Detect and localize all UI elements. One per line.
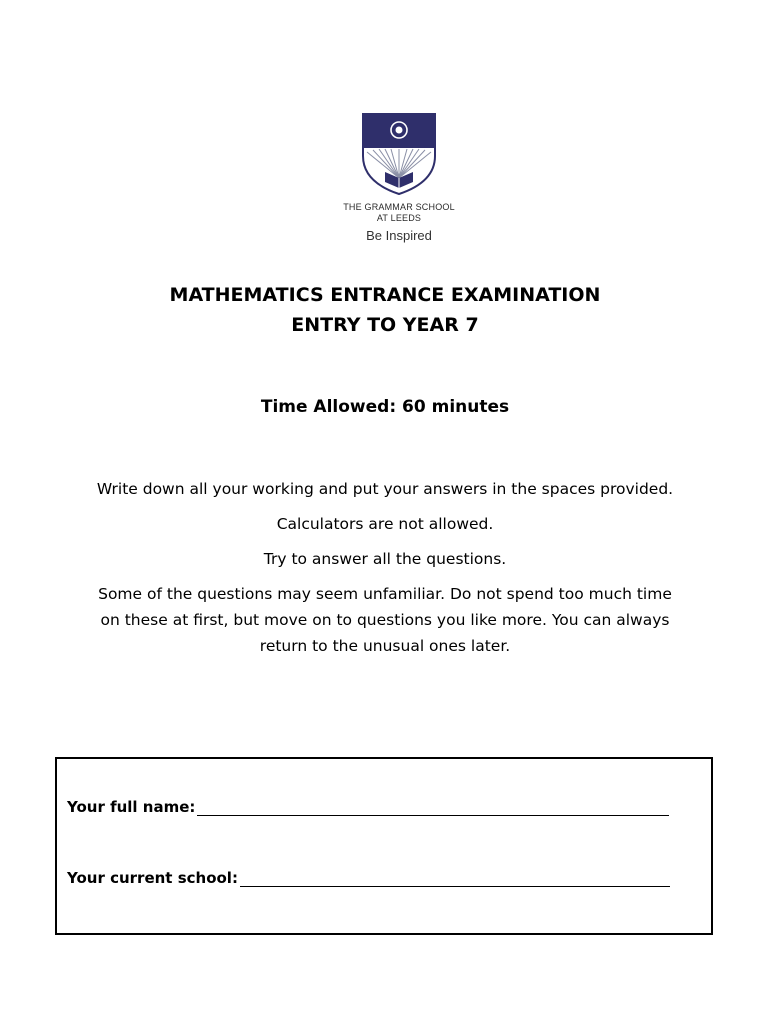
school-motto: Be Inspired xyxy=(366,228,432,243)
full-name-answer-line[interactable] xyxy=(197,797,669,816)
exam-title-line2: ENTRY TO YEAR 7 xyxy=(291,314,479,336)
full-name-field xyxy=(67,797,669,816)
candidate-details-box xyxy=(55,757,713,935)
school-name-line2: AT LEEDS xyxy=(376,213,422,223)
full-name-label: Your full name: xyxy=(67,798,196,816)
school-name xyxy=(319,202,479,224)
current-school-answer-line[interactable] xyxy=(240,868,670,887)
current-school-label: Your current school: xyxy=(67,869,238,887)
school-name-line1: THE GRAMMAR SCHOOL xyxy=(343,202,455,212)
instruction-item: Calculators are not allowed. xyxy=(276,515,494,533)
instruction-item: Try to answer all the questions. xyxy=(263,550,507,568)
time-allowed: Time Allowed: 60 minutes xyxy=(260,397,510,417)
instruction-item: Some of the questions may seem unfamiliar. Do not spend too much time on these at first, but move on to questions you like more. You can always return to the unusual ones later. xyxy=(98,585,672,655)
current-school-field xyxy=(67,868,670,887)
school-logo xyxy=(319,96,479,264)
exam-title xyxy=(0,280,770,340)
exam-title-line1: MATHEMATICS ENTRANCE EXAMINATION xyxy=(169,284,601,306)
instruction-item: Write down all your working and put your answers in the spaces provided. xyxy=(96,480,674,498)
school-crest-icon xyxy=(361,112,437,196)
instructions xyxy=(90,476,680,668)
